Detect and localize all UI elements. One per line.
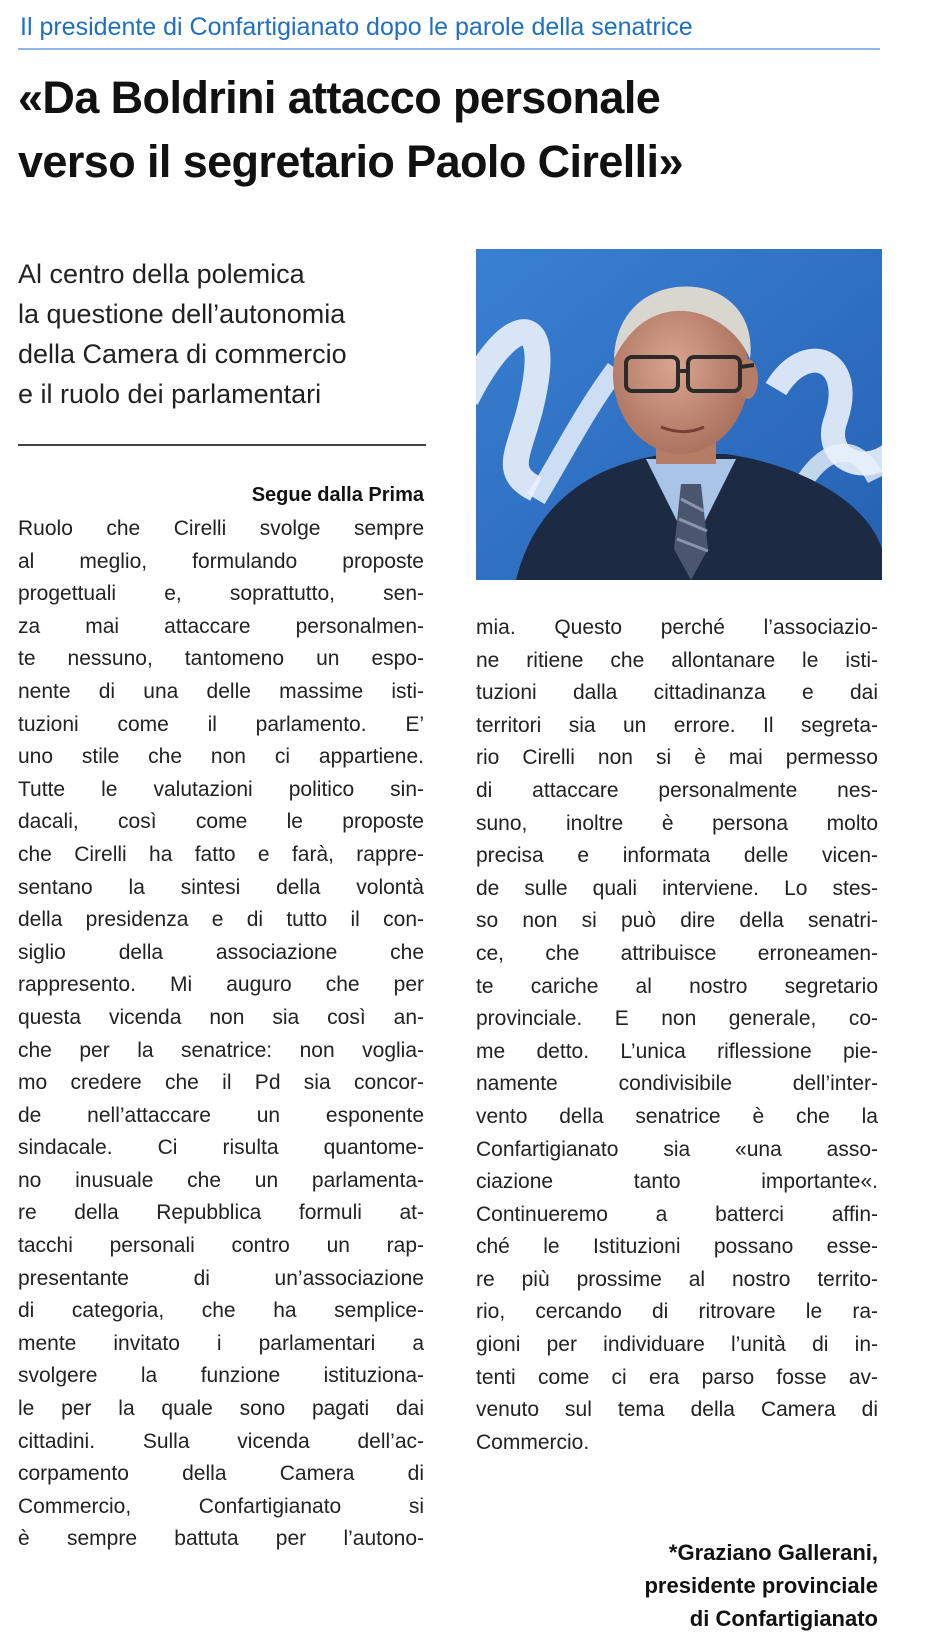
body-line: cittadini. Sulla vicenda dell’ac-	[18, 1429, 424, 1453]
body-line: tenti come ci era parso fosse av-	[476, 1365, 878, 1389]
body-line: sentano la sintesi della volontà	[18, 875, 424, 899]
body-line: ciazione tanto importante«.	[476, 1170, 878, 1194]
article-body-left-column	[18, 513, 424, 1556]
author-signature	[476, 1536, 878, 1635]
subhead-line: Al centro della polemica	[18, 259, 305, 289]
body-line: che per la senatrice: non vogliа-	[18, 1038, 424, 1062]
body-line: siglio della associazione che	[18, 940, 424, 964]
body-line: di categoria, che ha semplice-	[18, 1299, 424, 1323]
body-line: rappresento. Mi auguro che per	[18, 973, 424, 997]
body-line: venuto sul tema della Camera di	[476, 1398, 878, 1422]
body-line: te nessuno, tantomeno un espo-	[18, 647, 424, 671]
body-line: tuzioni come il parlamento. E’	[18, 712, 424, 736]
headline-line: «Da Boldrini attacco personale	[18, 72, 661, 123]
article-kicker: Il presidente di Confartigianato dopo le parole della senatrice	[20, 13, 693, 41]
body-line: nente di una delle massime isti-	[18, 679, 424, 703]
body-line: corpamento della Camera di	[18, 1462, 424, 1486]
body-line: tacchi personali contro un rap-	[18, 1234, 424, 1258]
body-line: mia. Questo perché l’associazio-	[476, 616, 878, 639]
body-line: so non si può dire della senatri-	[476, 909, 878, 933]
headline-line: verso il segretario Paolo Cirelli»	[18, 136, 683, 187]
signature-line: di Confartigianato	[689, 1606, 878, 1631]
body-line: presentante di un’associazione	[18, 1266, 424, 1290]
body-line: rio Cirelli non si è mai permesso	[476, 746, 878, 770]
body-line: suno, inoltre è persona molto	[476, 811, 878, 835]
body-line: di attaccare personalmente nes-	[476, 778, 878, 802]
subhead-line: e il ruolo dei parlamentari	[18, 379, 322, 409]
body-line: mente invitato i parlamentari a	[18, 1331, 424, 1355]
body-line: de nell’attaccare un esponente	[18, 1103, 424, 1127]
body-line: uno stile che non ci appartiene.	[18, 745, 424, 769]
body-line: ne ritiene che allontanare le isti-	[476, 648, 878, 672]
article-headline	[18, 66, 898, 194]
body-line: Commercio, Confartigianato si	[18, 1494, 424, 1518]
portrait-photo	[476, 249, 882, 580]
body-line: Tutte le valutazioni politico sin-	[18, 777, 424, 801]
body-line: te cariche al nostro segretario	[476, 974, 878, 998]
body-line: le per la quale sono pagati dai	[18, 1397, 424, 1421]
body-line: vento della senatrice è che la	[476, 1104, 878, 1128]
body-line: Ruolo che Cirelli svolge sempre	[18, 517, 424, 540]
body-line: della presidenza e di tutto il con-	[18, 908, 424, 932]
body-line: tuzioni dalla cittadinanza e dai	[476, 681, 878, 705]
body-line: territori sia un errore. Il segreta-	[476, 713, 878, 737]
body-line: de sulle quali interviene. Lo stes-	[476, 876, 878, 900]
body-line: Continueremo a batterci affin-	[476, 1202, 878, 1226]
body-line: rio, cercando di ritrovare le ra-	[476, 1300, 878, 1324]
body-line: namente condivisibile dell’inter-	[476, 1072, 878, 1096]
body-line: provinciale. E non generale, co-	[476, 1007, 878, 1031]
subhead-line: della Camera di commercio	[18, 339, 347, 369]
article-body-right-column	[476, 612, 878, 1459]
continued-label: Segue dalla Prima	[251, 484, 424, 506]
body-line: progettuali e, soprattutto, sen-	[18, 582, 424, 606]
body-line: re più prossime al nostro territo-	[476, 1267, 878, 1291]
body-line: gioni per individuare l’unità di in-	[476, 1333, 878, 1357]
body-line: za mai attaccare personalmen-	[18, 614, 424, 638]
signature-line: *Graziano Gallerani,	[668, 1540, 878, 1565]
portrait-illustration	[476, 249, 882, 580]
body-line: ce, che attribuisce erroneamen-	[476, 941, 878, 965]
kicker-divider	[18, 48, 880, 50]
body-line: no inusuale che un parlamenta-	[18, 1168, 424, 1192]
body-line: sindacale. Ci risulta quantome-	[18, 1136, 424, 1160]
body-line: questa vicenda non sia così an-	[18, 1005, 424, 1029]
body-line: dacali, così come le proposte	[18, 810, 424, 834]
body-line: me detto. L’unica riflessione pie-	[476, 1039, 878, 1063]
body-line: Confartigianato sia «una asso-	[476, 1137, 878, 1161]
body-line: ché le Istituzioni possano esse-	[476, 1235, 878, 1259]
body-line: al meglio, formulando proposte	[18, 549, 424, 573]
signature-line: presidente provinciale	[644, 1573, 878, 1598]
body-line: re della Repubblica formuli at-	[18, 1201, 424, 1225]
body-line: precisa e informata delle vicen-	[476, 844, 878, 868]
body-line: mo credere che il Pd sia concor-	[18, 1071, 424, 1095]
body-line: che Cirelli ha fatto e farà, rappre-	[18, 842, 424, 866]
body-line: Commercio.	[476, 1430, 590, 1454]
subhead-line: la questione dell’autonomia	[18, 299, 346, 329]
article-subhead	[18, 254, 438, 414]
body-line: svolgere la funzione istituziona-	[18, 1364, 424, 1388]
subhead-divider	[18, 444, 426, 446]
body-line: è sempre battuta per l’autono-	[18, 1527, 424, 1551]
